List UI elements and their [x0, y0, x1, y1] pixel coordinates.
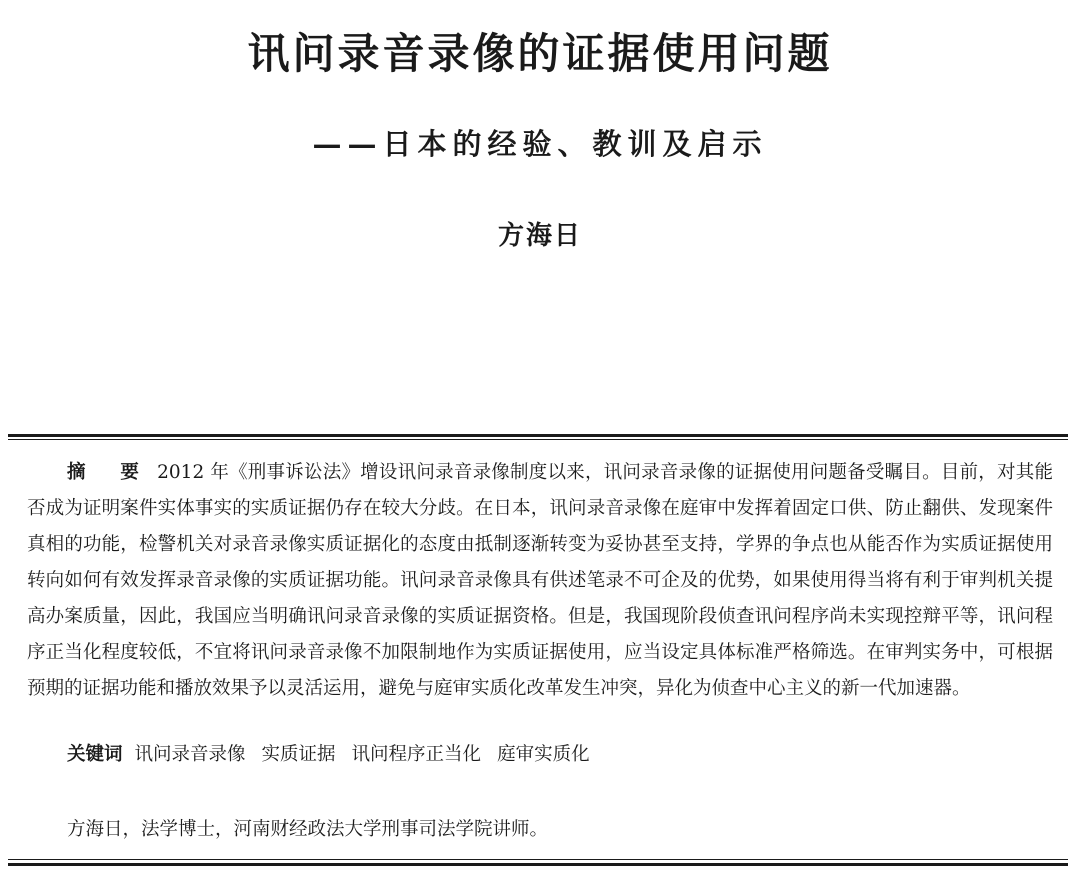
- keyword-item: 庭审实质化: [497, 744, 590, 765]
- abstract-label: 摘 要: [67, 462, 154, 483]
- keyword-item: 讯问程序正当化: [351, 744, 482, 765]
- keywords-label: 关键词: [67, 744, 123, 765]
- keywords-line: [67, 737, 1057, 773]
- keyword-item: 讯问录音录像: [134, 744, 246, 765]
- abstract-text: 2012 年《刑事诉讼法》增设讯问录音录像制度以来，讯问录音录像的证据使用问题备受瞩目。目前，对其能否成为证明案件实体事实的实质证据仍存在较大分歧。在日本，讯问录音录像在庭审中发挥着固定口供、防止翻供、发现案件真相的功能，检警机关对录音录像实质证据化的态度由抵制逐渐转变为妥协甚至支持，学界的争点也从能否作为实质证据使用转向如何有效发挥录音录像的实质证据功能。讯问录音录像具有供述笔录不可企及的优势，如果使用得当将有利于审判机关提高办案质量，因此，我国应当明确讯问录音录像的实质证据资格。但是，我国现阶段侦查讯问程序尚未实现控辩平等，讯问程序正当化程度较低，不宜将讯问录音录像不加限制地作为实质证据使用，应当设定具体标准严格筛选。在审判实务中，可根据预期的证据功能和播放效果予以灵活运用，避免与庭审实质化改革发生冲突，异化为侦查中心主义的新一代加速器。: [27, 462, 1053, 699]
- bottom-rule-thick: [8, 863, 1068, 866]
- top-rule-thick: [8, 434, 1068, 437]
- bottom-rule-thin: [8, 859, 1068, 860]
- paper-title: 讯问录音录像的证据使用问题: [247, 29, 833, 78]
- paper-subtitle: ——日本的经验、教训及启示: [312, 127, 768, 161]
- author-bio: 方海日，法学博士，河南财经政法大学刑事司法学院讲师。: [67, 819, 549, 840]
- top-rule-thin: [8, 439, 1068, 440]
- abstract-paragraph: [27, 455, 1053, 707]
- paper-author: 方海日: [497, 221, 582, 251]
- keyword-item: 实质证据: [261, 744, 336, 765]
